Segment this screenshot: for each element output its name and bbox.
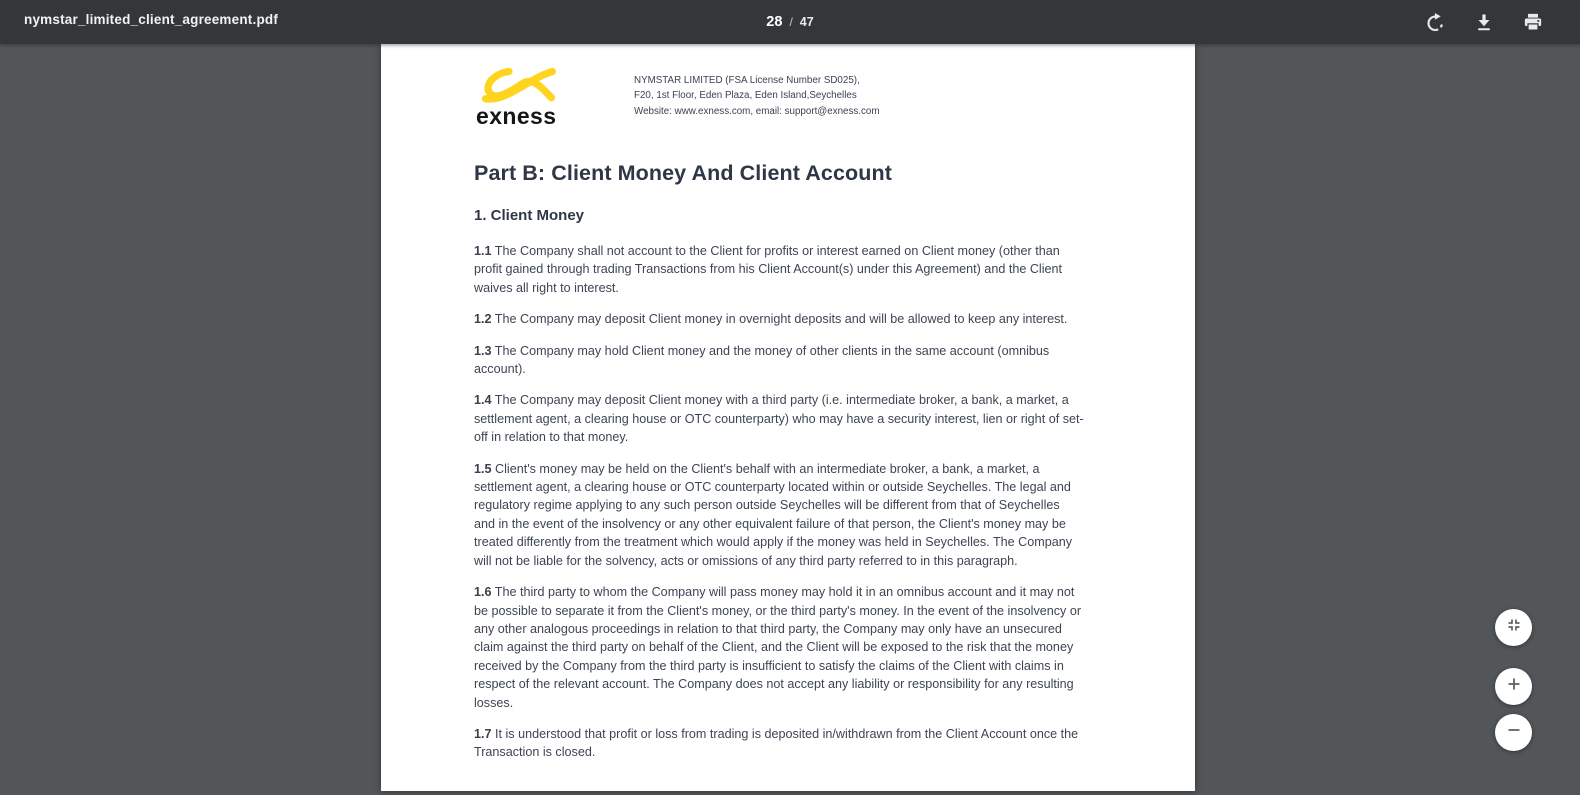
clause-1-7: 1.7 It is understood that profit or loss from trading is deposited in/withdrawn from the Client Account once the Transaction is closed. <box>474 726 1079 760</box>
clause-1-2: 1.2 The Company may deposit Client money in overnight deposits and will be allowed to keep any interest. <box>474 312 1068 327</box>
zoom-out-icon <box>1506 722 1522 743</box>
download-button[interactable] <box>1474 12 1494 32</box>
total-pages-label: 47 <box>799 15 814 29</box>
rotate-icon <box>1425 12 1445 32</box>
download-icon <box>1474 12 1494 32</box>
zoom-in-button[interactable] <box>1495 668 1532 705</box>
clause-1-3: 1.3 The Company may hold Client money and the money of other clients in the same account (omnibus account). <box>474 343 1050 377</box>
part-title: Part B: Client Money And Client Account <box>474 161 892 185</box>
zoom-out-button[interactable] <box>1495 714 1532 751</box>
clause-1-5: 1.5 Client's money may be held on the Client's behalf with an intermediate broker, a bank, a market, a settlement agent, a clearing house or OTC counterparty located within or outside Seychelles. The legal and regulatory regime applying to any such person outside Seychelles will be different from that of Seychelles and in the event of the insolvency or any other equivalent failure of that person, the Client's money may be treated differently from the treatment which would apply if the money was held in Seychelles. The Company will not be liable for the solvency, acts or omissions of any third party referred to in this paragraph. <box>474 461 1073 568</box>
fit-to-page-icon <box>1506 617 1522 638</box>
document-header <box>474 67 1083 129</box>
address-line-3: Website: www.exness.com, email: support@exness.com <box>634 105 880 117</box>
clause-1-6: 1.6 The third party to whom the Company will pass money may hold it in an omnibus account and it may not be possible to separate it from the Client's money, or the third party's money. In the event of the insolvency or any other analogous proceedings in relation to that third party, the Company may only have an unsecured claim against the third party on behalf of the Client, and the Client will be exposed to the risk that the money received by the Company from the third party is insufficient to satisfy the claims of the Client with claims in respect of the relevant account. The Company does not accept any liability or responsibility for any resulting losses. <box>474 585 1082 710</box>
fit-to-page-button[interactable] <box>1495 609 1532 646</box>
company-address <box>634 67 880 119</box>
document-body <box>474 242 1084 762</box>
pdf-page <box>381 44 1195 791</box>
address-line-2: F20, 1st Floor, Eden Plaza, Eden Island,Seychelles <box>634 90 857 102</box>
clause-1-4: 1.4 The Company may deposit Client money with a third party (i.e. intermediate broker, a bank, a market, a settlement agent, a clearing house or OTC counterparty) who may have a security interest, lien or right of set-off in relation to that money. <box>474 393 1084 445</box>
address-line-1: NYMSTAR LIMITED (FSA License Number SD025), <box>634 75 860 86</box>
page-indicator <box>0 0 1580 44</box>
exness-wordmark: exness <box>476 103 557 129</box>
rotate-button[interactable] <box>1425 12 1445 32</box>
exness-logo <box>476 67 558 129</box>
current-page-field[interactable]: 28 <box>766 14 783 30</box>
document-filename: nymstar_limited_client_agreement.pdf <box>24 12 279 27</box>
clause-1-1: 1.1 The Company shall not account to the Client for profits or interest earned on Client money (other than profit gained through trading Transactions from his Client Account(s) under this Agreement) and the Client waives all right to interest. <box>474 244 1063 295</box>
section-heading: 1. Client Money <box>474 207 585 224</box>
print-button[interactable] <box>1523 12 1543 32</box>
toolbar-actions <box>1425 0 1543 44</box>
zoom-in-icon <box>1506 676 1522 697</box>
pdf-viewer-toolbar <box>0 0 1580 44</box>
page-separator: / <box>789 15 793 29</box>
print-icon <box>1523 12 1543 32</box>
exness-logo-icon <box>480 67 556 105</box>
